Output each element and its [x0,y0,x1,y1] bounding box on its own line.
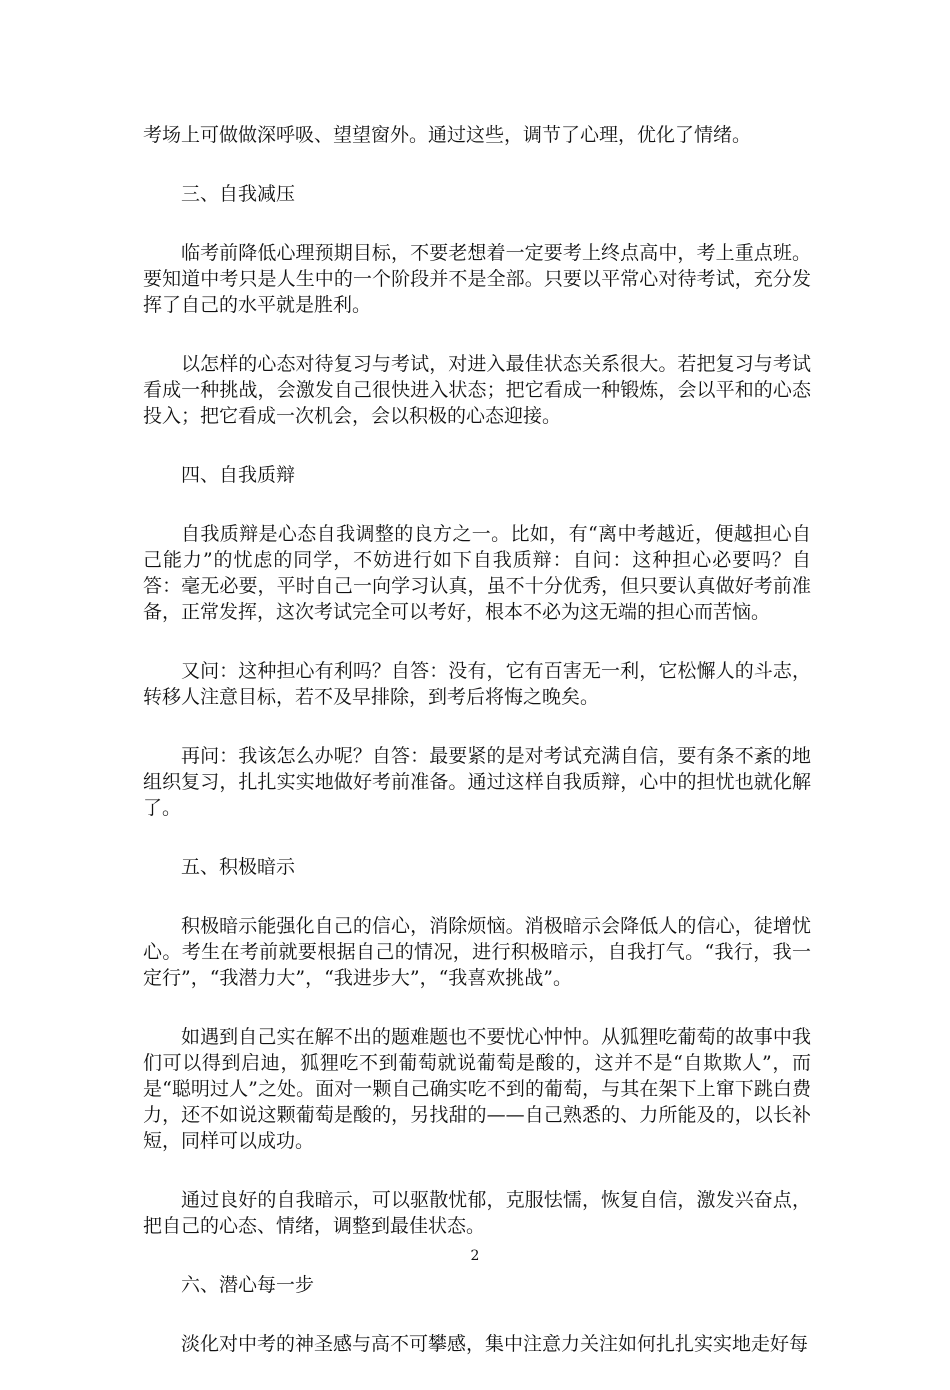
paragraph: 淡化对中考的神圣感与高不可攀感，集中注意力关注如何扎扎实实地走好每 [181,1333,809,1355]
paragraph: 临考前降低心理预期目标，不要老想着一定要考上终点高中，考上重点班。要知道中考只是人生中的一个阶段并不是全部。只要以平常心对待考试，充分发挥了自己的水平就是胜利。 [143,242,811,316]
paragraph: 自我质辩是心态自我调整的良方之一。比如，有“离中考越近，便越担心自己能力”的忧虑的同学，不妨进行如下自我质辩：自问：这种担心必要吗？自答：毫无必要，平时自己一向学习认真，虽不十分优秀，但只要认真做好考前准备，正常发挥，这次考试完全可以考好，根本不必为这无端的担心而苦恼。 [143,523,811,623]
document-body [143,122,811,1390]
section-heading: 三、自我减压 [181,183,296,205]
page-number: 2 [470,1248,480,1264]
paragraph: 又问：这种担心有利吗？自答：没有，它有百害无一利，它松懈人的斗志，转移人注意目标，若不及早排除，到考后将悔之晚矣。 [143,660,811,708]
paragraph: 如遇到自己实在解不出的题难题也不要忧心忡忡。从狐狸吃葡萄的故事中我们可以得到启迪，狐狸吃不到葡萄就说葡萄是酸的，这并不是“自欺欺人”，而是“聪明过人”之处。面对一颗自己确实吃不到的葡萄，与其在架下上窜下跳白费力，还不如说这颗葡萄是酸的，另找甜的——自己熟悉的、力所能及的，以长补短，同样可以成功。 [143,1026,811,1152]
section-heading: 五、积极暗示 [181,856,296,878]
paragraph: 再问：我该怎么办呢？自答：最要紧的是对考试充满自信，要有条不紊的地组织复习，扎扎实实地做好考前准备。通过这样自我质辩，心中的担忧也就化解了。 [143,745,811,819]
paragraph: 积极暗示能强化自己的信心，消除烦恼。消极暗示会降低人的信心，徒增忧心。考生在考前就要根据自己的情况，进行积极暗示，自我打气。“我行，我一定行”，“我潜力大”，“我进步大”，“我喜欢挑战”。 [143,915,811,989]
section-heading: 六、潜心每一步 [181,1274,315,1296]
paragraph: 通过良好的自我暗示，可以驱散忧郁，克服怯懦，恢复自信，激发兴奋点，把自己的心态、情绪，调整到最佳状态。 [143,1189,811,1237]
paragraph: 考场上可做做深呼吸、望望窗外。通过这些，调节了心理，优化了情绪。 [143,124,752,146]
paragraph: 以怎样的心态对待复习与考试，对进入最佳状态关系很大。若把复习与考试看成一种挑战，会激发自己很快进入状态；把它看成一种锻炼，会以平和的心态投入；把它看成一次机会，会以积极的心态迎接。 [143,353,811,427]
section-heading: 四、自我质辩 [181,464,296,486]
